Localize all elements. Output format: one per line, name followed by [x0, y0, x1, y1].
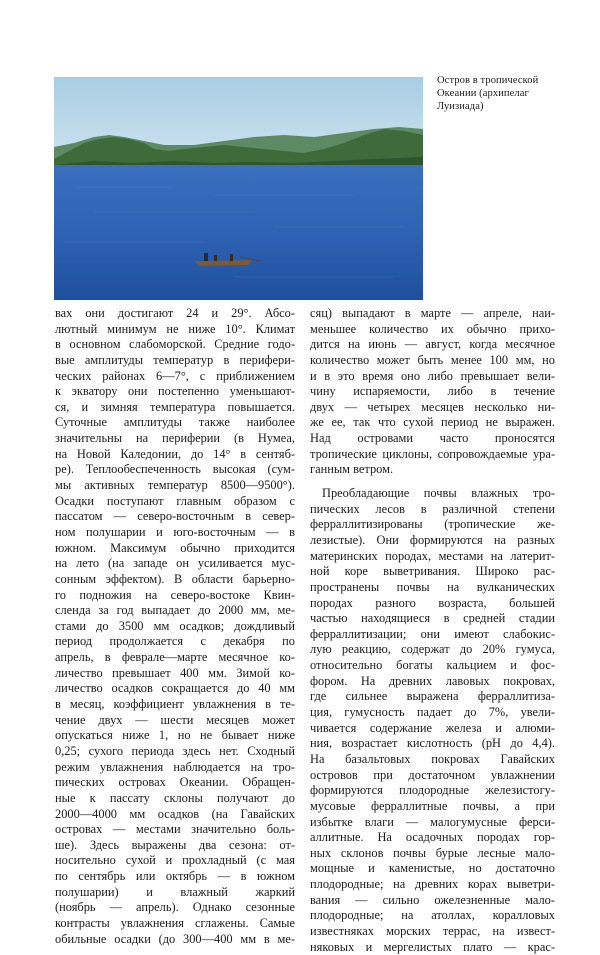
- text-line: опускаться ниже 1, но не бывает ниже: [55, 728, 295, 743]
- text-line: 2000—4000 мм осадков (на Гавайских: [55, 806, 295, 821]
- text-line: островов при достаточном увлажнении: [310, 767, 555, 782]
- right-column: [310, 306, 555, 955]
- text-line: пических лесов в различной степени: [310, 501, 555, 516]
- text-line: мусовые ферраллитные почвы, а при: [310, 798, 555, 813]
- text-line: (ноябрь — апрель). Однако сезонные: [55, 900, 295, 915]
- caption-line: Луизиада): [437, 101, 484, 112]
- text-line: ные к пассату склоны получают до: [55, 790, 295, 805]
- text-line: ферраллитизации; они имеют слабокис-: [310, 626, 555, 641]
- text-line: вах они достигают 24 и 29°. Абсо-: [55, 306, 295, 320]
- water: [54, 165, 423, 300]
- text-line: вания — сильно ожелезненные мало-: [310, 892, 555, 907]
- text-line: сонным эффектом). В области барьерно-: [55, 571, 295, 586]
- text-line: няковых и мергелистых плато — крас-: [310, 939, 555, 954]
- text-line: ческих районах 6—7°, с приближением: [55, 368, 295, 383]
- text-line: формируются плодородные железистогу-: [310, 783, 555, 798]
- text-line: тропические циклоны, сопровождаемые ура-: [310, 446, 555, 461]
- text-line: На базальтовых покровах Гавайских: [310, 751, 555, 766]
- text-line: известняках морских террас, на извест-: [310, 923, 555, 938]
- text-line: стами до 3500 мм осадков; дождливый: [55, 618, 295, 633]
- text-line: 0,25; сухого периода здесь нет. Сходный: [55, 743, 295, 758]
- text-line: пических островах Океании. Обращен-: [55, 775, 295, 790]
- text-line: ной коре выветривания. Широко рас-: [310, 564, 555, 579]
- caption-line: Океании (архипелаг: [437, 88, 529, 99]
- text-line: островах — местами значительно боль-: [55, 822, 295, 837]
- text-line: ре). Теплообеспеченность высокая (сум-: [55, 462, 295, 477]
- text-line: ция, гумусность падает до 7%, увели-: [310, 705, 555, 720]
- text-line: фором. На древних лавовых покровах,: [310, 673, 555, 688]
- text-line: меньшее количество их обычно прихо-: [310, 321, 555, 336]
- text-line: лютный минимум не ниже 10°. Климат: [55, 321, 295, 336]
- text-line: обильные осадки (до 300—400 мм в ме-: [55, 931, 295, 946]
- island-photo: [54, 77, 423, 300]
- text-line: период продолжается с декабря по: [55, 634, 295, 649]
- text-line: ных склонов почвы бурые лесные мало-: [310, 845, 555, 860]
- text-line: Преобладающие почвы влажных тро-: [322, 486, 555, 501]
- left-column: [55, 306, 295, 947]
- text-line: сленда за год выпадает до 2000 мм, ме-: [55, 603, 295, 618]
- text-line: же ее, так что сухой период не выражен.: [310, 415, 555, 430]
- text-line: где сильнее выражена ферраллитиза-: [310, 689, 555, 704]
- text-line: аллитные. На осадочных породах гор-: [310, 830, 555, 845]
- text-line: пассатом — северо-восточным в север-: [55, 509, 295, 524]
- text-line: к экватору они постепенно уменьшают-: [55, 384, 295, 399]
- text-line: контрасты увлажнения сглажены. Самые: [55, 915, 295, 930]
- text-line: относительно богаты кальцием и фос-: [310, 658, 555, 673]
- text-line: мы активных температур 8500—9500°).: [55, 478, 295, 493]
- text-line: личество превышает 400 мм. Зимой ко-: [55, 665, 295, 680]
- text-line: ферраллитизированы (тропические же-: [310, 517, 555, 532]
- text-line: го подножия на северо-востоке Квин-: [55, 587, 295, 602]
- text-line: полушарии) и влажный жаркий: [55, 884, 295, 899]
- text-line: избытке влаги — малогумусные ферси-: [310, 814, 555, 829]
- text-line: по сентябрь или октябрь — в южном: [55, 869, 295, 884]
- text-line: на Новой Каледонии, до 14° в сентяб-: [55, 446, 295, 461]
- text-line: южном. Максимум обычно приходится: [55, 540, 295, 555]
- text-line: и в это время оно либо превышает вели-: [310, 368, 555, 383]
- text-line: личество осадков сокращается до 40 мм: [55, 681, 295, 696]
- text-line: ся, и зимняя температура повышается.: [55, 399, 295, 414]
- text-line: на лето (на западе он усиливается мус-: [55, 556, 295, 571]
- photo-caption: [437, 74, 577, 113]
- text-line: количество может быть менее 100 мм, но: [310, 352, 555, 367]
- text-line: Осадки поступают главным образом с: [55, 493, 295, 508]
- caption-line: Остров в тропической: [437, 75, 539, 86]
- text-line: Суточные амплитуды также наиболее: [55, 415, 295, 430]
- text-line: чину испаряемости, либо в течение: [310, 384, 555, 399]
- text-line: лезистые). Они формируются на разных: [310, 532, 555, 547]
- text-line: материнских породах, местами на латерит-: [310, 548, 555, 563]
- text-line: двух — четырех месяцев несколько ни-: [310, 399, 555, 414]
- text-line: породах разного возраста, большей: [310, 595, 555, 610]
- text-line: пространены почвы на вулканических: [310, 579, 555, 594]
- text-line: носительно сухой и прохладный (с мая: [55, 853, 295, 868]
- text-line: ном полушарии и юго-восточным — в: [55, 524, 295, 539]
- text-line: Над островами часто проносятся: [310, 431, 555, 446]
- text-line: в основном слабоморской. Средние годо-: [55, 337, 295, 352]
- text-line: чивается содержание железа и алюми-: [310, 720, 555, 735]
- text-line: мощные и каменистые, но достаточно: [310, 861, 555, 876]
- text-line: ганным ветром.: [310, 462, 394, 477]
- paragraph-gap: [310, 478, 555, 486]
- text-line: ше). Здесь выражены два сезона: от-: [55, 837, 295, 852]
- text-line: дится на июнь — август, когда месячное: [310, 337, 555, 352]
- text-line: в месяц, коэффициент увлажнения в те-: [55, 697, 295, 712]
- text-line: режим увлажнения наблюдается на тро-: [55, 759, 295, 774]
- text-line: плодородные; на древних корах выветри-: [310, 877, 555, 892]
- text-line: частью находящиеся в средней стадии: [310, 611, 555, 626]
- text-line: сяц) выпадают в марте — апреле, наи-: [310, 306, 555, 320]
- text-line: апрель, в феврале—марте месячное ко-: [55, 650, 295, 665]
- text-line: ния, возрастает кислотность (pH до 4,4).: [310, 736, 555, 751]
- text-line: значительны на периферии (в Нумеа,: [55, 431, 295, 446]
- text-line: вые амплитуды температур в перифери-: [55, 352, 295, 367]
- text-line: лую реакцию, содержат до 20% гумуса,: [310, 642, 555, 657]
- text-line: чение двух — шести месяцев может: [55, 712, 295, 727]
- text-line: плодородные; на атоллах, коралловых: [310, 908, 555, 923]
